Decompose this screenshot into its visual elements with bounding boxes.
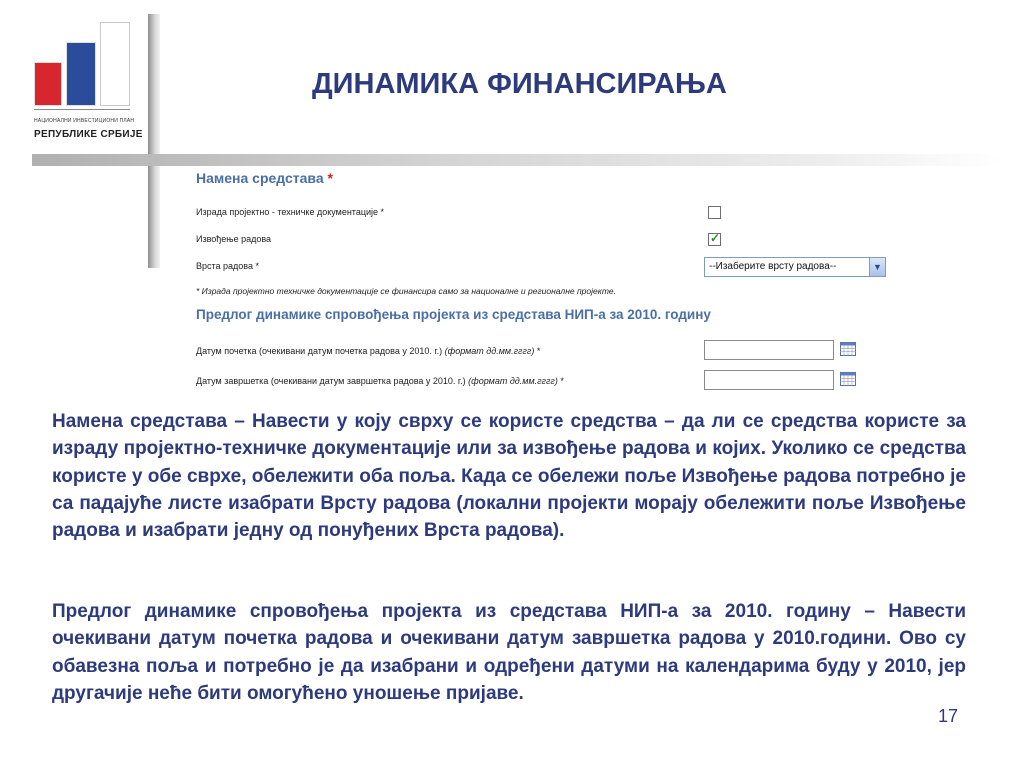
page-number: 17 bbox=[938, 706, 959, 726]
vrsta-radova-select[interactable] bbox=[704, 257, 886, 277]
calendar-icon[interactable] bbox=[840, 372, 856, 386]
paragraph-predlog: Предлог динамике спровођења пројекта из средстава НИП-а за 2010. годину – Навести очекивани датум почетка радова и очекивани датум завршетка радова у 2010.години. Ово су обавезна поља и потребно је да изабрани и одређени датуми на календарима буду у 2010, јер другачије неће бити омогућено уношење пријаве. bbox=[52, 601, 966, 704]
calendar-icon[interactable] bbox=[840, 342, 856, 356]
datum-pocetka-format: (формат дд.мм.гггг) bbox=[444, 346, 535, 356]
logo-red-bar bbox=[34, 62, 62, 106]
checkbox-izrada[interactable] bbox=[708, 206, 721, 219]
section-namena bbox=[196, 170, 333, 186]
checkbox-izvodjenje[interactable] bbox=[708, 233, 721, 246]
label-datum-zavrsetka bbox=[196, 376, 564, 386]
paragraph-namena: Намена средстава – Навести у коју сврху се користе средства – да ли се средства користе за израду пројектно-техничке документације или за извођење радова и којих. Уколико се средства користе у обе сврхе, обележити оба поља. Када се обележи поље Извођење радова потребно је са падајуће листе изабрати Врсту радова (локални пројекти морају обележити поље Извођење радова и изабрати једну од понуђених Врста радова). bbox=[52, 411, 966, 542]
chevron-down-icon[interactable]: ▼ bbox=[869, 258, 885, 276]
datum-zavrsetka-input[interactable] bbox=[704, 370, 834, 390]
logo-white-bar bbox=[100, 22, 130, 106]
datum-zavrsetka-format: (формат дд.мм.гггг) bbox=[468, 376, 558, 386]
datum-pocetka-star: * bbox=[536, 346, 541, 356]
frame-vertical-bar bbox=[148, 14, 160, 268]
logo-blue-bar bbox=[66, 42, 96, 106]
select-value: --Изаберите врсту радова-- bbox=[709, 261, 837, 272]
page-title: ДИНАМИКА ФИНАНСИРАЊА bbox=[312, 68, 727, 100]
label-izvodjenje: Извођење радова bbox=[196, 234, 272, 244]
datum-zavrsetka-star: * bbox=[560, 376, 564, 386]
check-icon: ✓ bbox=[710, 231, 721, 245]
logo-big-text: РЕПУБЛИКЕ СРБИЈЕ bbox=[34, 129, 143, 140]
form-screenshot bbox=[190, 162, 890, 394]
label-datum-pocetka bbox=[196, 346, 540, 356]
label-vrsta-radova: Врста радова * bbox=[196, 261, 259, 271]
datum-pocetka-text: Датум почетка (очекивани датум почетка радова у 2010. г.) bbox=[196, 346, 443, 356]
datum-zavrsetka-text: Датум завршетка (очекивани датум завршетка радова у 2010. г.) bbox=[196, 376, 466, 386]
section-predlog: Предлог динамике спровођења пројекта из средстава НИП-а за 2010. годину bbox=[196, 307, 711, 322]
logo-small-text: НАЦИОНАЛНИ ИНВЕСТИЦИОНИ ПЛАН bbox=[34, 118, 135, 124]
label-izrada: Израда пројектно - техничке документације * bbox=[196, 207, 385, 217]
datum-pocetka-input[interactable] bbox=[704, 340, 834, 360]
section-namena-label: Намена средстава bbox=[196, 170, 324, 186]
required-star: * bbox=[327, 170, 333, 186]
logo-divider bbox=[34, 109, 130, 110]
nip-logo bbox=[30, 22, 143, 144]
form-note: * Израда пројектно техничке документације се финансира само за националне и регионалне пројекте. bbox=[196, 286, 616, 296]
